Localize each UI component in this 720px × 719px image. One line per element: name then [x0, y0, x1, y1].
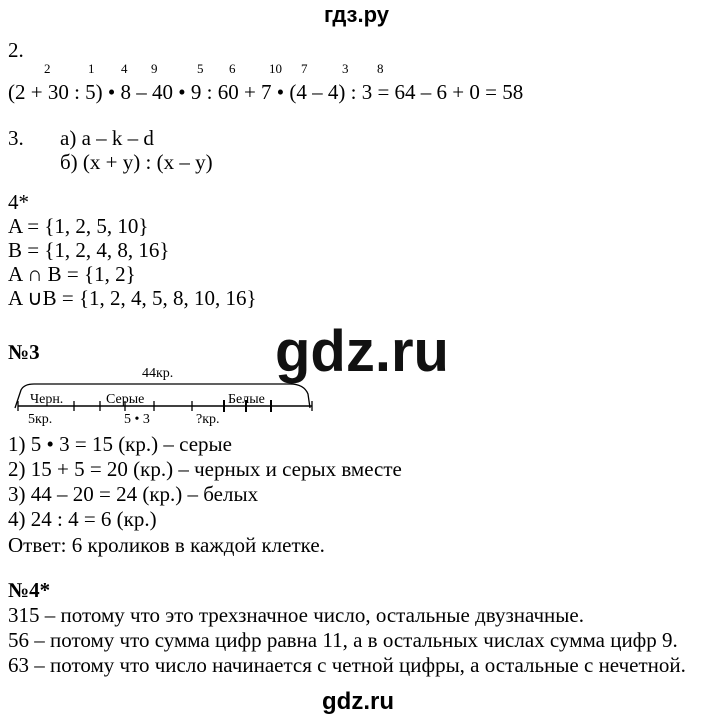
no3-step: 3) 44 – 20 = 24 (кр.) – белых: [8, 482, 259, 506]
no3-answer: Ответ: 6 кроликов в каждой клетке.: [8, 533, 325, 557]
diagram-label-gray: Серые: [106, 392, 145, 407]
task3-b: б) (x + y) : (x – y): [60, 150, 213, 174]
no4-line: 56 – потому что сумма цифр равна 11, а в остальных числах сумма цифр 9.: [8, 628, 678, 652]
order-mark: 9: [151, 61, 158, 76]
order-mark: 1: [88, 61, 95, 76]
footer-watermark: gdz.ru: [322, 688, 394, 715]
no4-title: №4*: [8, 578, 51, 602]
task2-number: 2.: [8, 38, 24, 62]
task3-a: а) a – k – d: [60, 126, 154, 150]
task2-expression: (2 + 30 : 5) • 8 – 40 • 9 : 60 + 7 • (4 – 4) : 3 = 64 – 6 + 0 = 58: [8, 80, 524, 104]
diagram-label-5x3: 5 • 3: [124, 412, 150, 427]
diagram-total: 44кр.: [142, 366, 174, 381]
order-mark: 4: [121, 61, 128, 76]
order-mark: 7: [301, 61, 308, 76]
order-mark: 6: [229, 61, 236, 76]
diagram-label-5kr: 5кр.: [28, 412, 53, 427]
order-mark: 8: [377, 61, 384, 76]
order-mark: 3: [342, 61, 349, 76]
order-mark: 5: [197, 61, 204, 76]
order-mark: 10: [269, 61, 282, 76]
site-header: гдз.ру: [324, 2, 389, 27]
no3-title: №3: [8, 340, 40, 364]
no3-step: 2) 15 + 5 = 20 (кр.) – черных и серых вместе: [8, 457, 402, 481]
task4-line: A ∩ B = {1, 2}: [8, 262, 136, 286]
diagram-label-white: Белые: [228, 392, 265, 407]
no3-step: 4) 24 : 4 = 6 (кр.): [8, 507, 157, 531]
no3-step: 1) 5 • 3 = 15 (кр.) – серые: [8, 432, 232, 456]
diagram-label-unknown: ?кр.: [196, 412, 220, 427]
no4-line: 315 – потому что это трехзначное число, остальные двузначные.: [8, 603, 584, 627]
no4-line: 63 – потому что число начинается с четной цифры, а остальные с нечетной.: [8, 653, 686, 677]
task4-line: A = {1, 2, 5, 10}: [8, 214, 149, 238]
diagram-label-black: Черн.: [30, 392, 64, 407]
task4-line: B = {1, 2, 4, 8, 16}: [8, 238, 170, 262]
task4-line: A ∪B = {1, 2, 4, 5, 8, 10, 16}: [8, 286, 257, 310]
task3-number: 3.: [8, 126, 24, 150]
order-mark: 2: [44, 61, 51, 76]
watermark: gdz.ru: [275, 319, 449, 384]
task4-number: 4*: [8, 190, 29, 214]
